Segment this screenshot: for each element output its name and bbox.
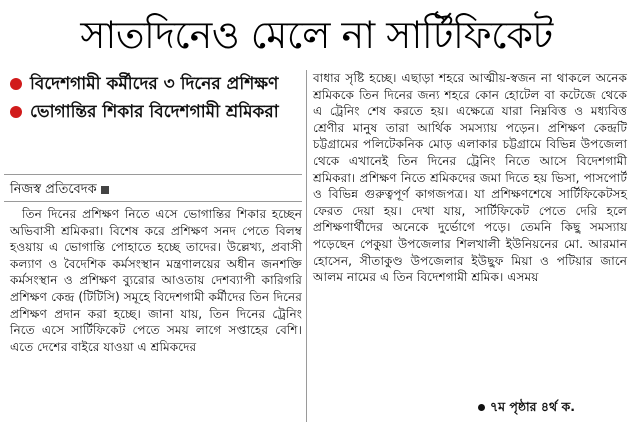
bullet-dot-icon <box>478 404 485 411</box>
headline: সাতদিনেও মেলে না সার্টিফিকেট <box>80 13 553 57</box>
square-icon <box>101 186 109 194</box>
byline <box>10 181 109 199</box>
highlights <box>6 72 302 128</box>
highlight-text: ভোগান্তির শিকার বিদেশগামী শ্রমিকরা <box>30 102 279 122</box>
article-body-right: বাধার সৃষ্টি হচ্ছে। এছাড়া শহরে আত্মীয়-স্বজন না থাকলে অনেক শ্রমিককে তিন দিনের জন্য শহরে কোন হোটেল বা কটেজে থেকে এ ট্রেনিং শেষ করতে হয়। এক্ষেত্রে যারা নিম্নবিত্ত ও মধ্যবিত্ত শ্রেণীর মানুষ তারা আর্থিক সমস্যায় পড়েন। প্রশিক্ষণ কেন্দ্রটি চট্টগ্রামের পলিটেকনিক মোড় এলাকার চট্টগ্রামে বিভিন্ন উপজেলা থেকে এখানেই তিন দিনের ট্রেনিং নিতে আসে বিদেশগামী শ্রমিকরা। প্রশিক্ষণ নিতে শ্রমিকদের জমা দিতে হয় ভিসা, পাসপোর্ট ও বিভিন্ন গুরুত্বপূর্ণ কাগজপত্র। যা প্রশিক্ষণশেষে সার্টিফিকেটসহ ফেরত দেয়া হয়। দেখা যায়, সার্টিফিকেট পেতে দেরি হলে প্রশিক্ষণার্থীদের অনেকে দুর্ভোগে পড়ে। তেমনি কিছু সমস্যায় পড়েছেন পেকুয়া উপজেলার শিলখালী ইউনিয়নের মো. আরমান হোসেন, সীতাকুণ্ড উপজেলার ইউছুফ মিয়া ও পটিয়ার জানে আলম নামের এ তিন বিদেশগামী শ্রমিক। এসময় <box>313 71 627 285</box>
red-bullet-icon <box>10 106 22 118</box>
article-body-left: তিন দিনের প্রশিক্ষণ নিতে এসে ভোগান্তির শিকার হচ্ছেন অভিবাসী শ্রমিকরা। বিশেষ করে প্রশিক্ষণ সনদ পেতে বিলম্ব হওয়ায় এ ভোগান্তি পোহাতে হচ্ছে তাদের। উল্লেখ্য, প্রবাসী কল্যাণ ও বৈদেশিক কর্মসংস্থান মন্ত্রণালয়ের অধীন জনশক্তি কর্মসংস্থান ও প্রশিক্ষণ ব্যুরোর আওতায় দেশব্যাপী কারিগরি প্রশিক্ষণ কেন্দ্র (টিটিসি) সমূহে বিদেশগামী কর্মীদের তিন দিনের প্রশিক্ষণ প্রদান করা হচ্ছে। জানা যায়, তিন দিনের ট্রেনিং নিতে এসে সার্টিফিকেট পেতে সময় লাগে সপ্তাহের বেশি। এতে দেশের বাইরে যাওয়া এ শ্রমিকদের <box>10 207 302 354</box>
section-rule <box>4 174 302 175</box>
continuation-note <box>478 398 575 416</box>
section-rule <box>4 201 302 202</box>
byline-text: নিজস্ব প্রতিবেদক <box>10 182 97 197</box>
column-divider <box>306 70 307 422</box>
highlight-item <box>6 100 302 124</box>
highlight-text: বিদেশগামী কর্মীদের ৩ দিনের প্রশিক্ষণ <box>30 74 279 94</box>
continuation-text: ৭ম পৃষ্ঠার ৪র্থ ক. <box>490 399 575 414</box>
highlight-item <box>6 72 302 96</box>
red-bullet-icon <box>10 78 22 90</box>
